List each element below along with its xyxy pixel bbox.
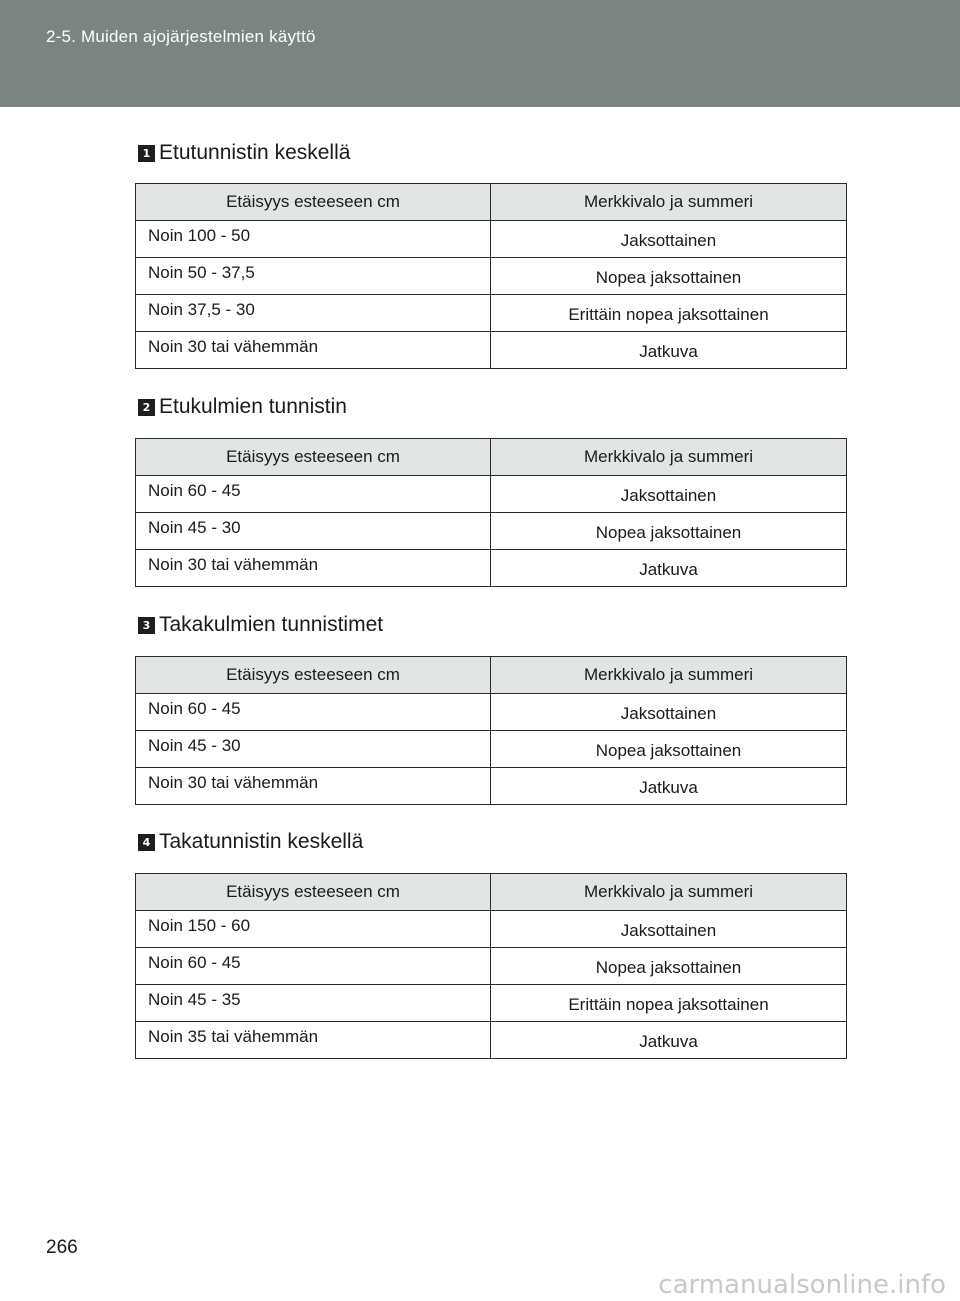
table-header-row <box>136 874 847 911</box>
indicator-cell: Jaksottainen <box>491 694 847 731</box>
page-number: 266 <box>46 1237 78 1258</box>
table-row <box>136 985 847 1022</box>
table-header-row <box>136 439 847 476</box>
section-title: Takatunnistin keskellä <box>159 830 364 853</box>
distance-cell: Noin 30 tai vähemmän <box>136 768 491 805</box>
table-row <box>136 1022 847 1059</box>
table-row <box>136 731 847 768</box>
distance-cell: Noin 30 tai vähemmän <box>136 332 491 369</box>
indicator-cell: Nopea jaksottainen <box>491 948 847 985</box>
section-number-badge: 4 <box>138 834 155 851</box>
section-heading <box>138 138 846 168</box>
indicator-cell: Nopea jaksottainen <box>491 731 847 768</box>
distance-cell: Noin 60 - 45 <box>136 948 491 985</box>
section-heading <box>138 392 846 422</box>
column-header-indicator: Merkkivalo ja summeri <box>491 874 847 911</box>
table-row <box>136 694 847 731</box>
distance-cell: Noin 60 - 45 <box>136 694 491 731</box>
indicator-cell: Erittäin nopea jaksottainen <box>491 295 847 332</box>
indicator-cell: Nopea jaksottainen <box>491 258 847 295</box>
section-front-center <box>138 138 846 361</box>
distance-cell: Noin 45 - 30 <box>136 731 491 768</box>
distance-cell: Noin 100 - 50 <box>136 221 491 258</box>
section-rear-corners <box>138 610 846 797</box>
table-row <box>136 295 847 332</box>
distance-table <box>135 873 847 1059</box>
section-number-badge: 1 <box>138 145 155 162</box>
indicator-cell: Jatkuva <box>491 1022 847 1059</box>
indicator-cell: Erittäin nopea jaksottainen <box>491 985 847 1022</box>
indicator-cell: Jatkuva <box>491 768 847 805</box>
section-number-badge: 2 <box>138 399 155 416</box>
column-header-distance: Etäisyys esteeseen cm <box>136 439 491 476</box>
table-row <box>136 258 847 295</box>
table-header-row <box>136 184 847 221</box>
table-row <box>136 476 847 513</box>
table-row <box>136 948 847 985</box>
table-header-row <box>136 657 847 694</box>
section-heading <box>138 827 846 857</box>
watermark: carmanualsonline.info <box>658 1270 946 1300</box>
section-number-badge: 3 <box>138 617 155 634</box>
table-row <box>136 221 847 258</box>
distance-cell: Noin 35 tai vähemmän <box>136 1022 491 1059</box>
section-title: Etutunnistin keskellä <box>159 141 351 164</box>
page-header <box>0 0 960 107</box>
column-header-distance: Etäisyys esteeseen cm <box>136 657 491 694</box>
distance-table <box>135 183 847 369</box>
distance-cell: Noin 150 - 60 <box>136 911 491 948</box>
distance-cell: Noin 30 tai vähemmän <box>136 550 491 587</box>
column-header-distance: Etäisyys esteeseen cm <box>136 874 491 911</box>
table-row <box>136 513 847 550</box>
indicator-cell: Jaksottainen <box>491 221 847 258</box>
table-row <box>136 550 847 587</box>
column-header-distance: Etäisyys esteeseen cm <box>136 184 491 221</box>
indicator-cell: Jaksottainen <box>491 476 847 513</box>
chapter-title: 2-5. Muiden ajojärjestelmien käyttö <box>46 27 316 46</box>
section-rear-center <box>138 827 846 1051</box>
section-title: Etukulmien tunnistin <box>159 395 347 418</box>
column-header-indicator: Merkkivalo ja summeri <box>491 657 847 694</box>
table-row <box>136 911 847 948</box>
section-front-corners <box>138 392 846 579</box>
distance-cell: Noin 37,5 - 30 <box>136 295 491 332</box>
distance-cell: Noin 60 - 45 <box>136 476 491 513</box>
column-header-indicator: Merkkivalo ja summeri <box>491 439 847 476</box>
distance-table <box>135 656 847 805</box>
indicator-cell: Jaksottainen <box>491 911 847 948</box>
column-header-indicator: Merkkivalo ja summeri <box>491 184 847 221</box>
indicator-cell: Jatkuva <box>491 332 847 369</box>
indicator-cell: Nopea jaksottainen <box>491 513 847 550</box>
section-heading <box>138 610 846 640</box>
distance-table <box>135 438 847 587</box>
distance-cell: Noin 50 - 37,5 <box>136 258 491 295</box>
table-row <box>136 768 847 805</box>
distance-cell: Noin 45 - 35 <box>136 985 491 1022</box>
indicator-cell: Jatkuva <box>491 550 847 587</box>
section-title: Takakulmien tunnistimet <box>159 613 384 636</box>
table-row <box>136 332 847 369</box>
distance-cell: Noin 45 - 30 <box>136 513 491 550</box>
